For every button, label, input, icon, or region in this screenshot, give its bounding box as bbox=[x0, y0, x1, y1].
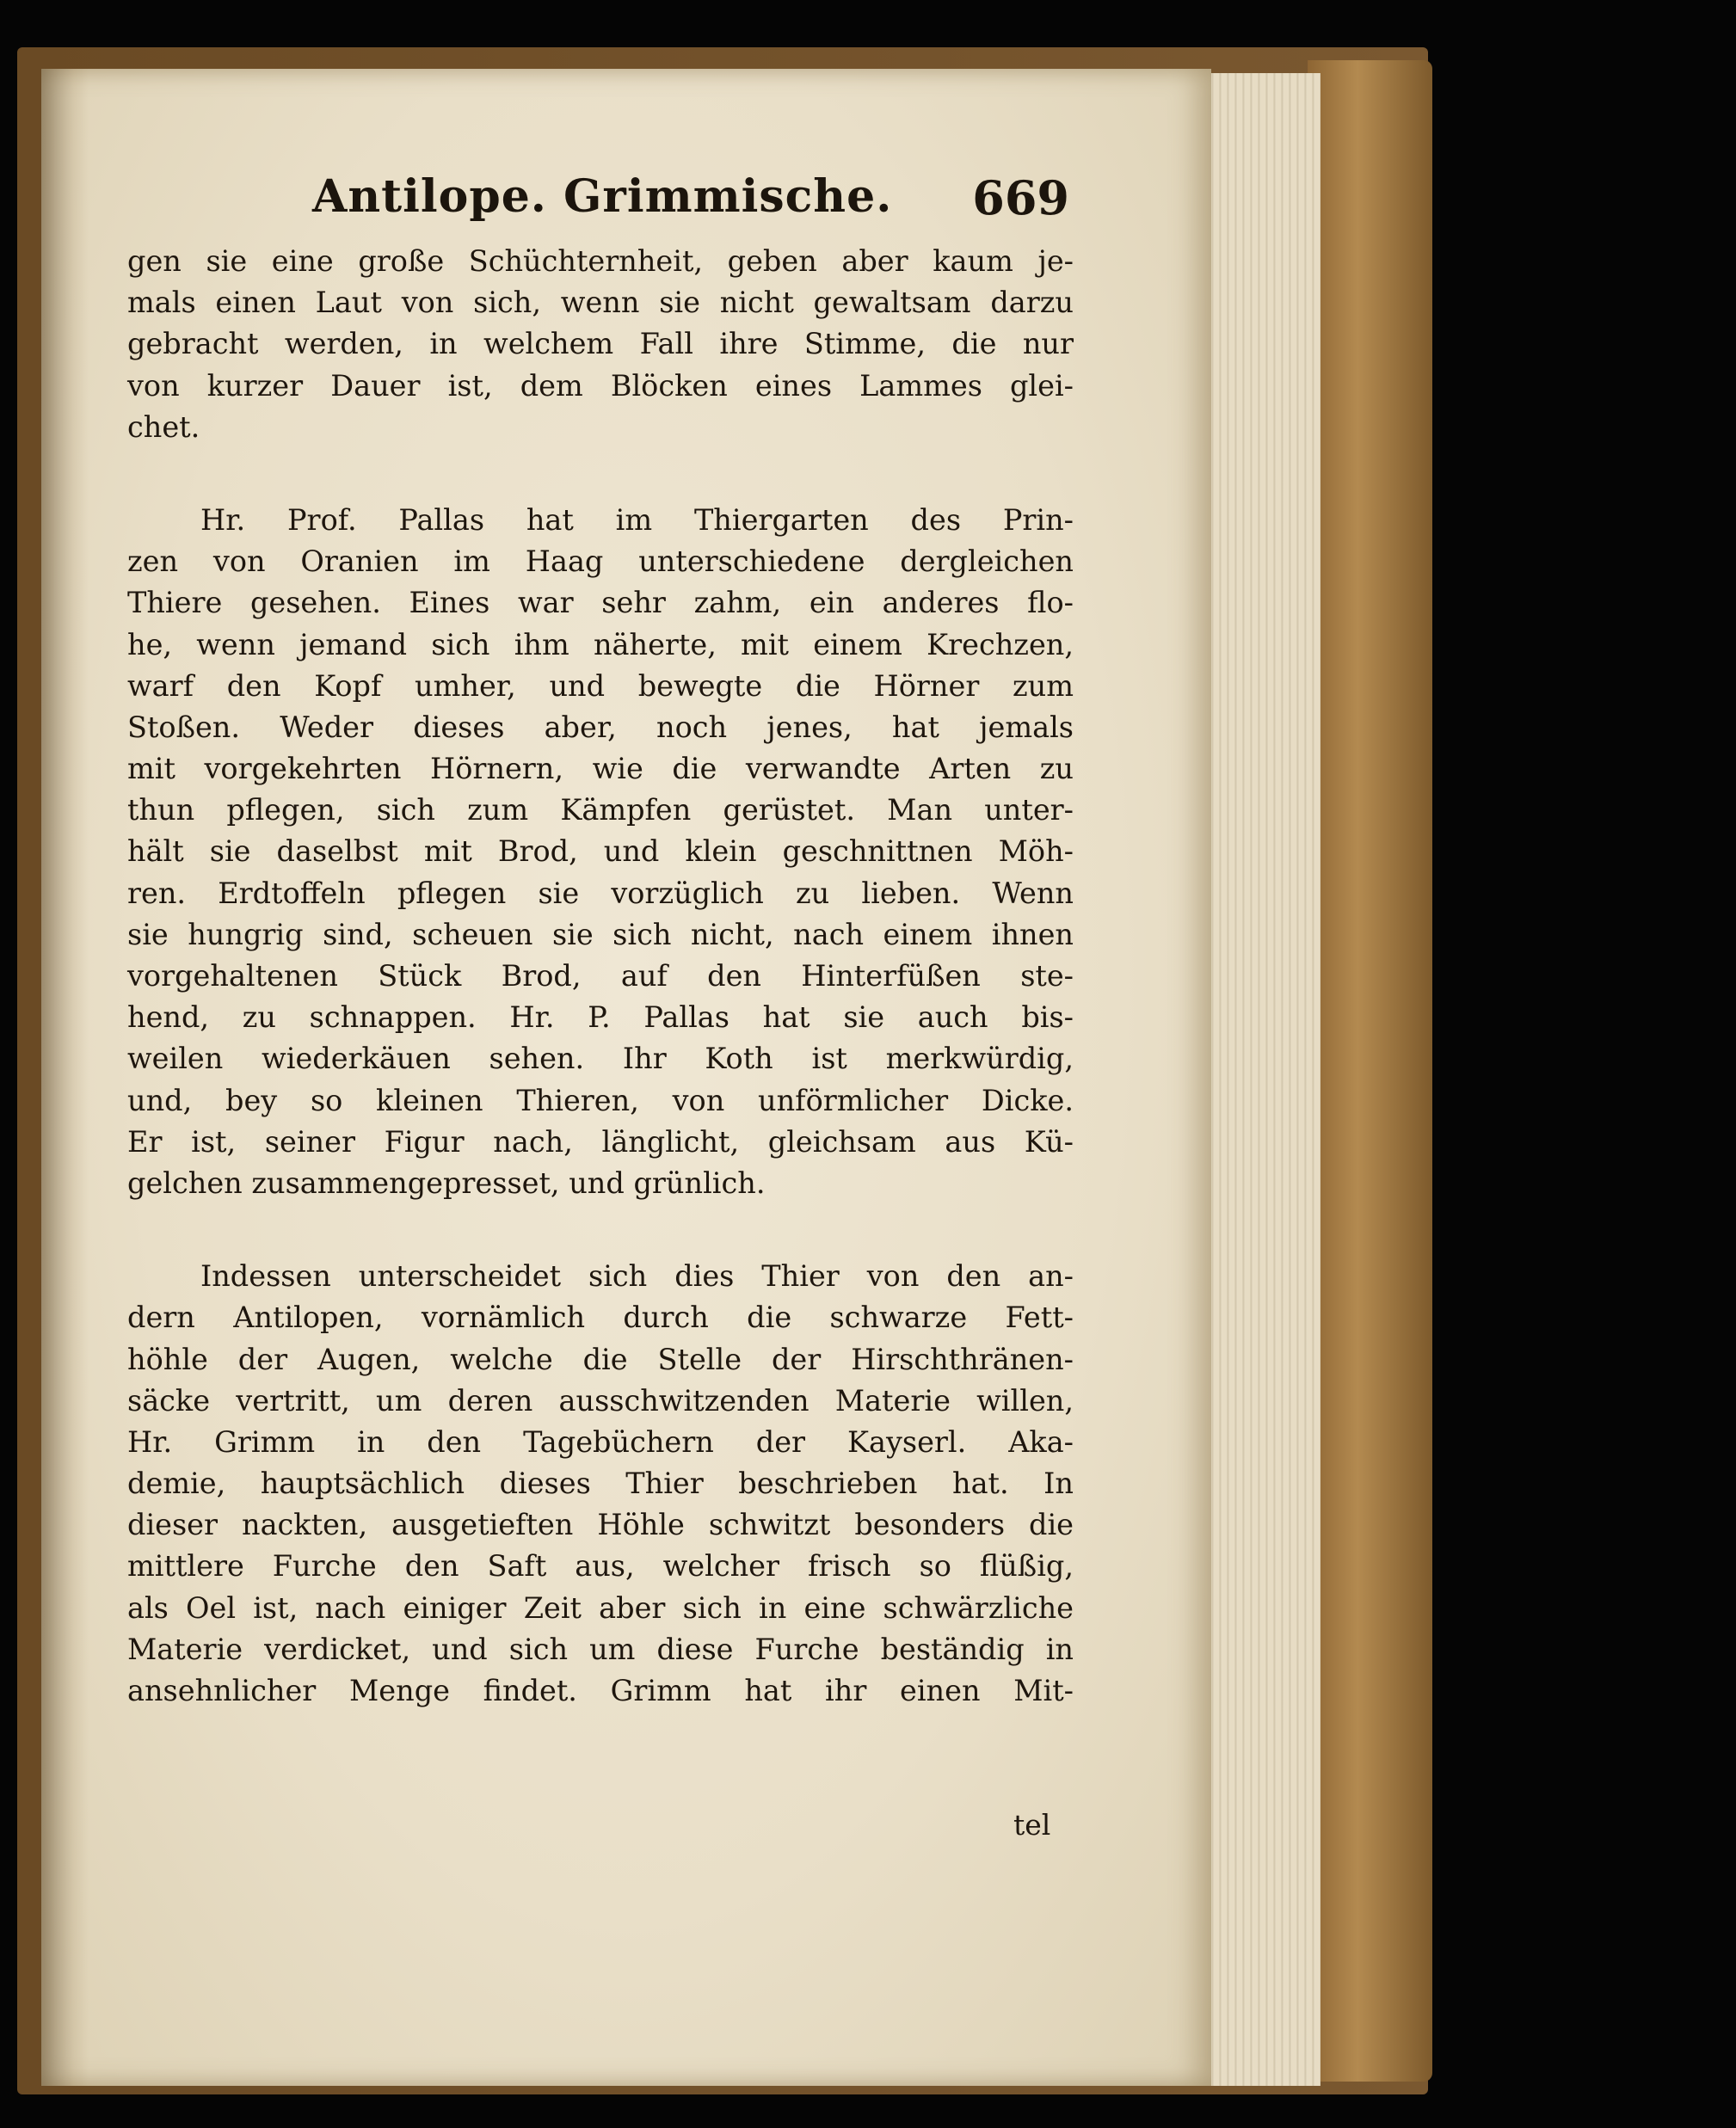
text-line: Thiere gesehen. Eines war sehr zahm, ein anderes flo- bbox=[127, 586, 1074, 620]
text-line: gen sie eine große Schüchternheit, geben aber kaum je- bbox=[127, 244, 1074, 278]
text-line: warf den Kopf umher, und bewegte die Hörner zum bbox=[127, 668, 1074, 703]
text-line: mit vorgekehrten Hörnern, wie die verwandte Arten zu bbox=[127, 752, 1074, 786]
text-line: gelchen zusammengepresset, und grünlich. bbox=[127, 1165, 766, 1200]
text-line: als Oel ist, nach einiger Zeit aber sich in eine schwärzliche bbox=[127, 1590, 1074, 1625]
running-head: Antilope. Grimmische. bbox=[312, 170, 893, 223]
text-line: dieser nackten, ausgetieften Höhle schwitzt besonders die bbox=[127, 1508, 1074, 1542]
text-line: Er ist, seiner Figur nach, länglicht, gleichsam aus Kü- bbox=[127, 1124, 1074, 1159]
text-line: sie hungrig sind, scheuen sie sich nicht, nach einem ihnen bbox=[127, 917, 1074, 951]
book-cover-edge bbox=[1308, 60, 1432, 2082]
text-line: Hr. Prof. Pallas hat im Thiergarten des Prin- bbox=[200, 502, 1074, 537]
text-line: Hr. Grimm in den Tagebüchern der Kayserl. Aka- bbox=[127, 1424, 1074, 1459]
text-line: ren. Erdtoffeln pflegen sie vorzüglich zu lieben. Wenn bbox=[127, 876, 1074, 910]
text-line: he, wenn jemand sich ihm näherte, mit einem Krechzen, bbox=[127, 627, 1074, 661]
text-line: dern Antilopen, vornämlich durch die schwarze Fett- bbox=[127, 1301, 1074, 1335]
page-gutter bbox=[41, 69, 89, 2086]
body-text bbox=[127, 241, 1074, 1712]
text-line: zen von Oranien im Haag unterschiedene dergleichen bbox=[127, 544, 1074, 579]
text-line: hend, zu schnappen. Hr. P. Pallas hat sie auch bis- bbox=[127, 1000, 1074, 1035]
text-line: demie, hauptsächlich dieses Thier beschrieben hat. In bbox=[127, 1467, 1074, 1501]
text-line: Stoßen. Weder dieses aber, noch jenes, hat jemals bbox=[127, 710, 1074, 744]
page-number: 669 bbox=[972, 170, 1069, 225]
text-line: von kurzer Dauer ist, dem Blöcken eines Lammes glei- bbox=[127, 368, 1074, 403]
text-line: mals einen Laut von sich, wenn sie nicht gewaltsam darzu bbox=[127, 286, 1074, 320]
page-header bbox=[312, 170, 1069, 248]
text-line: gebracht werden, in welchem Fall ihre Stimme, die nur bbox=[127, 327, 1074, 361]
text-line: säcke vertritt, um deren ausschwitzenden Materie willen, bbox=[127, 1383, 1074, 1418]
text-line: höhle der Augen, welche die Stelle der Hirschthränen- bbox=[127, 1342, 1074, 1376]
text-line: vorgehaltenen Stück Brod, auf den Hinterfüßen ste- bbox=[127, 959, 1074, 993]
text-line: ansehnlicher Menge findet. Grimm hat ihr einen Mit- bbox=[127, 1674, 1074, 1707]
text-line: Indessen unterscheidet sich dies Thier von den an- bbox=[200, 1259, 1074, 1294]
text-line: chet. bbox=[127, 409, 200, 444]
paragraph-2 bbox=[127, 500, 1074, 1204]
paragraph-1 bbox=[127, 241, 1074, 448]
text-line: und, bey so kleinen Thieren, von unförmlicher Dicke. bbox=[127, 1083, 1074, 1117]
text-line: hält sie daselbst mit Brod, und klein geschnittnen Möh- bbox=[127, 834, 1074, 869]
text-line: weilen wiederkäuen sehen. Ihr Koth ist merkwürdig, bbox=[127, 1042, 1074, 1076]
paragraph-3 bbox=[127, 1256, 1074, 1712]
text-line: Materie verdicket, und sich um diese Furche beständig in bbox=[127, 1632, 1074, 1666]
text-line: mittlere Furche den Saft aus, welcher frisch so flüßig, bbox=[127, 1549, 1074, 1584]
text-line: thun pflegen, sich zum Kämpfen gerüstet. Man unter- bbox=[127, 793, 1074, 827]
catchword: tel bbox=[1013, 1808, 1051, 1842]
book-page bbox=[41, 69, 1211, 2086]
